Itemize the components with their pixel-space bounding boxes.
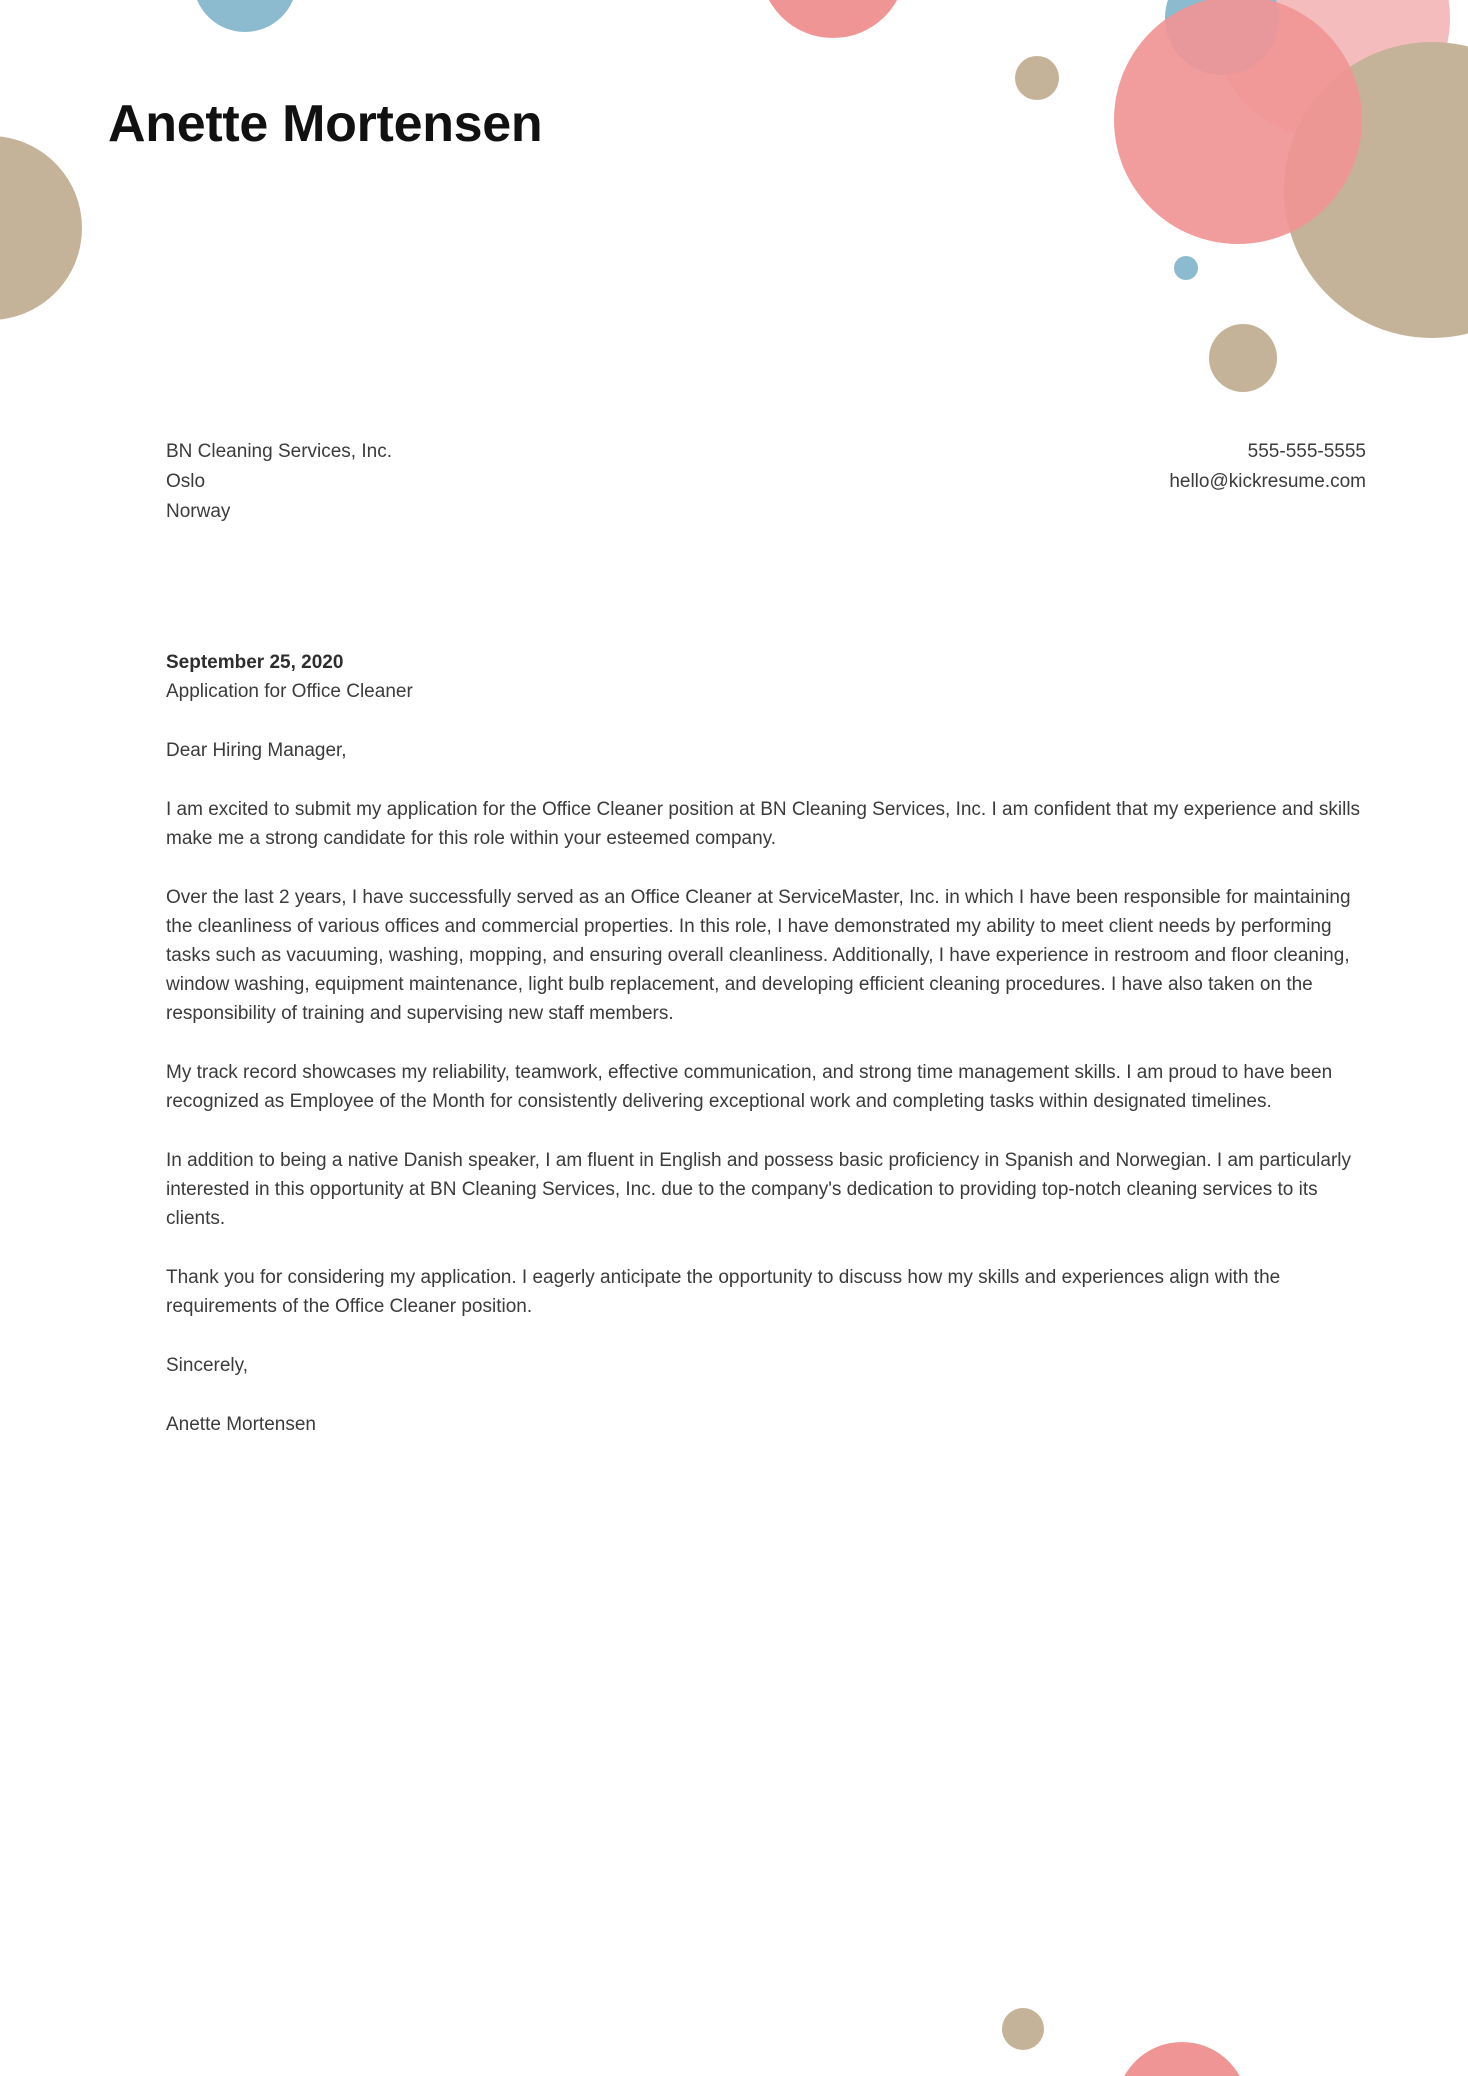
recipient-country: Norway — [166, 501, 231, 522]
contact-phone: 555-555-5555 — [1247, 441, 1366, 462]
letter-signature: Anette Mortensen — [166, 1414, 316, 1435]
letter-salutation: Dear Hiring Manager, — [166, 740, 347, 761]
letter-paragraph-2: Over the last 2 years, I have successfully served as an Office Cleaner at ServiceMaster, Inc. in which I have been responsible for maintaining the cleanliness of various offices and commercial properties. In this role, I have demonstrated my ability to meet client needs by performing tasks such as vacuuming, washing, mopping, and ensuring overall cleanliness. Additionally, I have experience in restroom and floor cleaning, window washing, equipment maintenance, light bulb replacement, and developing efficient cleaning procedures. I have also taken on the responsibility of training and supervising new staff members. — [166, 887, 1351, 1024]
letter-header-meta — [166, 437, 1366, 527]
recipient-city: Oslo — [166, 471, 206, 492]
letter-paragraph-3: My track record showcases my reliability, teamwork, effective communication, and strong time management skills. I am proud to have been recognized as Employee of the Month for consistently delivering exceptional work and completing tasks within designated timelines. — [166, 1062, 1333, 1112]
recipient-company: BN Cleaning Services, Inc. — [166, 441, 392, 462]
letter-date: September 25, 2020 — [166, 652, 344, 673]
letter-paragraph-5: Thank you for considering my application. I eagerly anticipate the opportunity to discuss how my skills and experiences align with the requirements of the Office Cleaner position. — [166, 1267, 1281, 1317]
contact-email[interactable]: hello@kickresume.com — [1169, 471, 1366, 492]
letter-paragraph-4: In addition to being a native Danish speaker, I am fluent in English and possess basic proficiency in Spanish and Norwegian. I am particularly interested in this opportunity at BN Cleaning Services, Inc. due to the company's dedication to providing top-notch cleaning services to its clients. — [166, 1150, 1352, 1229]
letter-closing: Sincerely, — [166, 1355, 249, 1376]
letter-paragraph-1: I am excited to submit my application for the Office Cleaner position at BN Cleaning Services, Inc. I am confident that my experience and skills make me a strong candidate for this role within your esteemed company. — [166, 799, 1361, 849]
sender-contact — [1169, 437, 1366, 497]
letter-body — [166, 648, 1366, 1439]
letter-subject: Application for Office Cleaner — [166, 681, 413, 702]
recipient-address — [166, 437, 392, 527]
page-title: Anette Mortensen — [108, 95, 543, 153]
